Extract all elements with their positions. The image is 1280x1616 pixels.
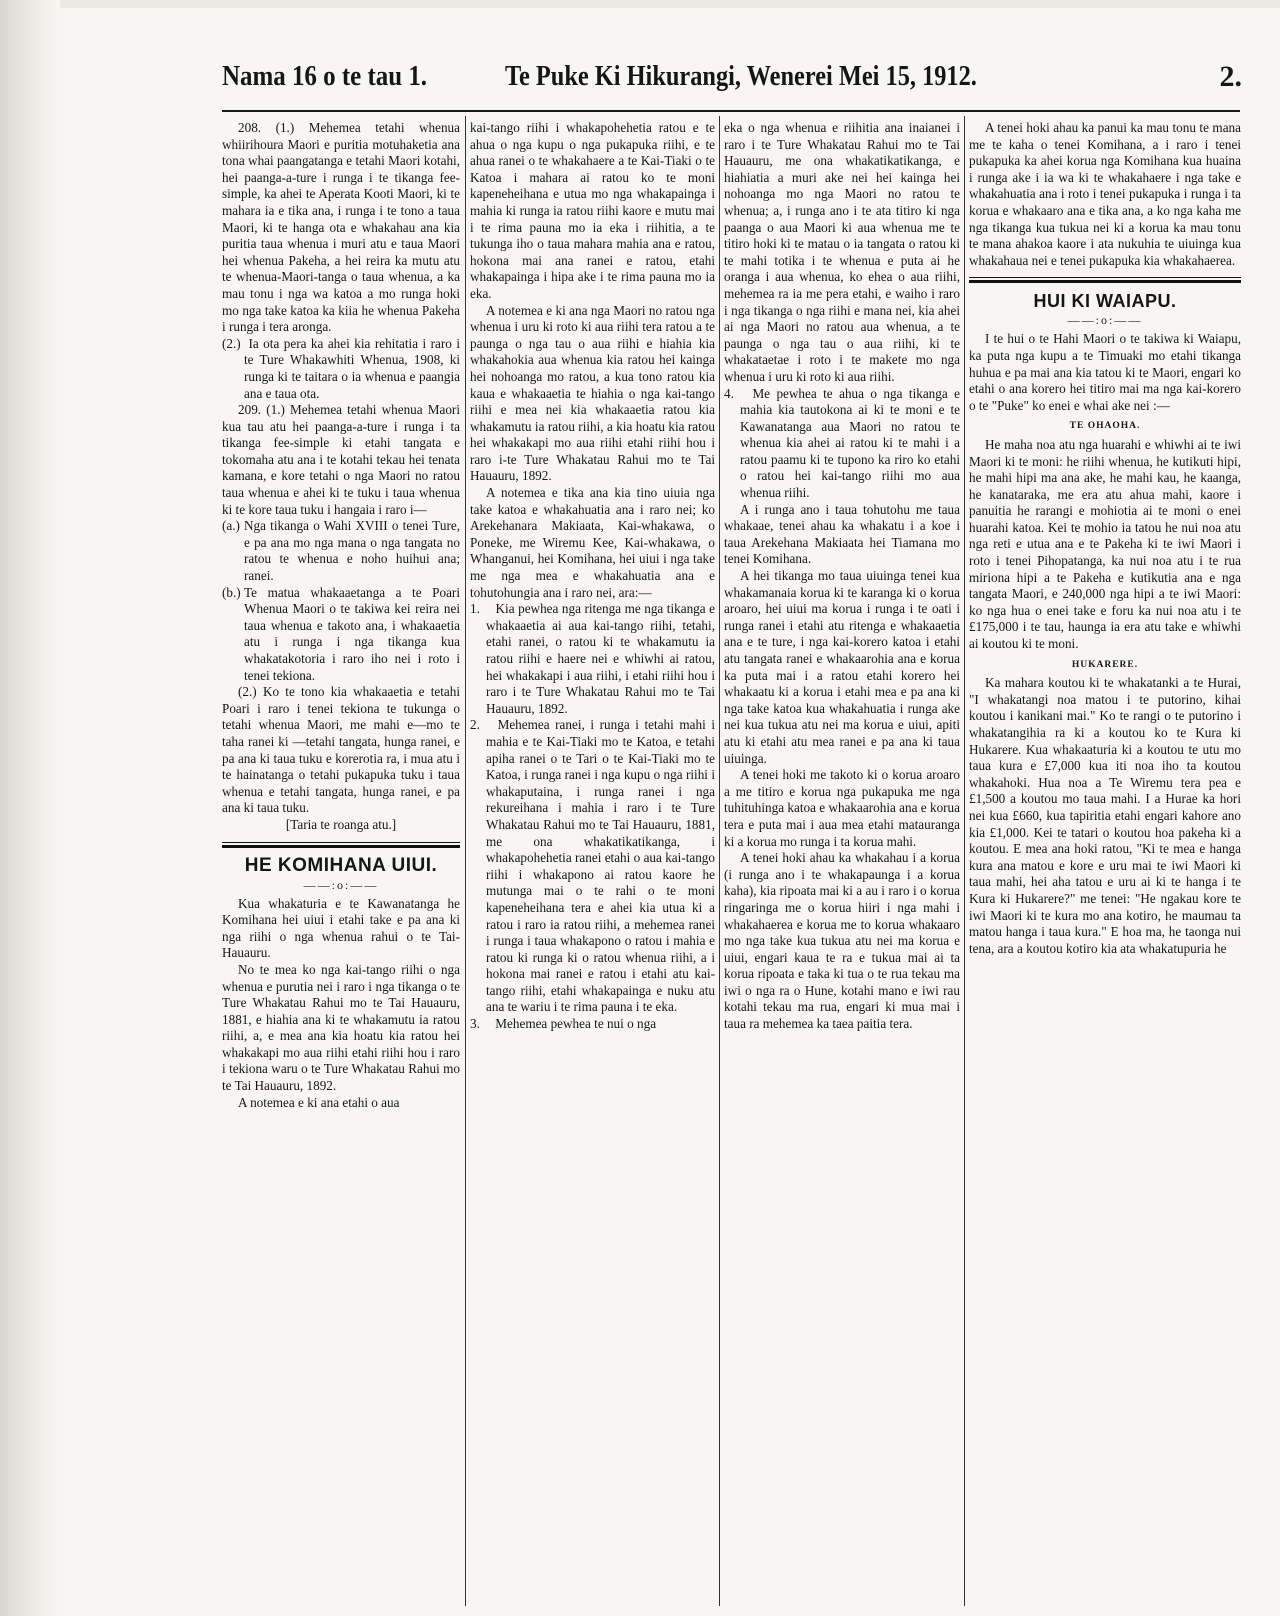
heading-ornament: ——:o:—— — [303, 877, 379, 892]
article-heading-waiapu: HUI KI WAIAPU. — [1033, 291, 1177, 312]
waiapu-para-3: Ka mahara koutou ki te whakatanki a te Hurai, "I whakatangi noa matou i te putorino, kihai koutou i kanikani mai." Ko te rangi o te putorino i whakatangihia ra ki a koutou ko te Kura ki Hukarere. Kua whakaaturia ki a koutou te utu mo taua kura e £7,000 kua iti noa iho ta koutou whakahoki. Hua noa a Te Wiremu tera pea e £1,500 a koutou mo taua mahi. I a Hurae ka hori nei kua £660, kua tapiritia etahi engari kahore ano kia £1,000. Kei te tatari o koutou hoa pakeha ki a koutou. E mea ana hoki ratou, "Ki te mea e hanga kura ana matou e kore e uru mai te iwi Maori ki taua mahi, hei aha tatou e uru ai ki te hanga i te Kura ki Hukarere?" me tenei: "He ngakau kore te iwi Maori ki te kura mo ana kotiro, he maumau ta matou hanga i taua kura." E hoa ma, he taonga nui tena, ara a koutou kotiro kia ata whakatupuria he — [969, 675, 1241, 956]
clause-a-text: Nga tikanga o Wahi XVIII o tenei Ture, e pa ana mo nga mana o nga tangata no ratou te whenua e noho huihui ana; ranei. — [244, 518, 460, 584]
item-3 — [470, 1016, 715, 1033]
section-209-1: 209. (1.) Mehemea tetahi whenua Maori kua tau atu hei paanga-a-ture i runga i ta tikanga fee-simple ki etahi tangata e tokomaha atu ana i te kotahi tekau hei tenata kamana, e kore tetahi o nga Maori no ratou taua whenua e ahei ki te tuku i taua whenua ki te kore taua tuku i hangaia i raro i— — [222, 402, 460, 517]
continued-note: [Taria te roanga atu.] — [285, 816, 397, 832]
waiapu-para-1: I te hui o te Hahi Maori o te takiwa ki Waiapu, ka puta nga kupu a te Timuaki mo etahi tikanga huhua e pa mai ana kia tatou ki te Maori, engari ko etahi o ana korero hei titiro mai ma nga kai-korero o te "Puke" ko enei e whai ake nei :— — [969, 331, 1241, 413]
article-divider — [222, 842, 460, 848]
column-2 — [470, 120, 715, 1610]
col2-para-3: A notemea e tika ana kia tino uiuia nga take katoa e whakahuatia ana i raro nei; ko Arekehanara Makiaata, Kai-whakawa, o Poneke, me Wiremu Kee, Kai-whakawa, o Whanganui, hei Komihana, hei uiui i nga take me nga mea e whakahuatia ana e tohutohungia ana i raro nei, ara:— — [470, 485, 715, 600]
column-rule-2 — [719, 116, 720, 1606]
item-1-text: Kia pewhea nga ritenga me nga tikanga e whakaaetia ai aua kai-tango riihi, tetahi, etahi ranei, o ratou ki te whakamutu ia ratou riihi e haere nei e whiwhi ai ratou, hei whakakapi i aua riihi, i etahi riihi hou i raro i te Ture Whakatau Rahui mo te Tai Hauauru, 1892. — [486, 601, 715, 716]
col4-para-1: A tenei hoki ahau ka panui ka mau tonu te mana me te kaha o tenei Komihana, a i raro i tenei pukapuka ka ahei korua nga Komihana kua huaina i runga ake i ia wa ki te whakahaere i nga take e whakahuatia ana i roto i tenei pukapuka i runga i ta korua e whakaaro ana e tika ana, a ko nga kaha me nga tikanga kua tukua nei ki a korua ka mau tonu te mana ahakoa kaore i ata nukuhia te uiuinga kua whakahaua nei e tenei pukapuka kia whakahaerea. — [969, 120, 1241, 268]
column-3 — [724, 120, 960, 1610]
item-1-label: 1. — [470, 601, 480, 617]
col3-para-2: A i runga ano i taua tohutohu me taua whakaae, tenei ahau ka whakatu i a koe i taua Arekehana Makiaata hei Tiamana mo tenei Komihana. — [724, 501, 960, 567]
item-4 — [724, 386, 960, 502]
newspaper-title-date: Te Puke Ki Hikurangi, Wenerei Mei 15, 1912. — [505, 60, 977, 92]
subheading-ohaoha: TE OHAOHA. — [1069, 421, 1141, 432]
section-208-2-text: Ia ota pera ka ahei kia rehitatia i raro i te Ture Whakawhiti Whenua, 1908, ki runga ki te taitara o ia whenua e paangia ana e taua ota. — [244, 335, 460, 401]
page-number: 2. — [1219, 60, 1242, 93]
clause-a-label: (a.) — [222, 518, 240, 534]
clause-b — [222, 585, 460, 685]
item-1 — [470, 601, 715, 717]
col2-para-1: kai-tango riihi i whakapohehetia ratou e te ahua o nga kupu o nga pukapuka riihi, e te ahua ranei o te whakahaere a te Kai-Tiaki o te Katoa i mahara ai ratou ko te moni kapeneheihana e utua mo nga whakapainga i mahia ki runga ia ratou riihi kaore e mutu mai i te rima pauna mo ia eka i riihitia, a te tukunga iho o taua mahara mahia ana e ratou, hokona mai ana ranei e ratou, etahi whakapainga i hipa ake i te rima pauna mo ia eka. — [470, 120, 715, 301]
item-2 — [470, 717, 715, 1016]
page-top-edge — [0, 0, 1280, 8]
issue-number: Nama 16 o te tau 1. — [222, 60, 428, 92]
column-rule-1 — [465, 116, 466, 1606]
section-208-2 — [222, 336, 460, 402]
waiapu-para-2: He maha noa atu nga huarahi e whiwhi ai te iwi Maori ki te moni: he riihi whenua, he kutikuti hipi, he mahi hipi ma ana ake, he mahi kau, he kaanga, he kanataraka, me era atu ahua mahi, kaore i panuitia he rarangi e mohiotia ai te moni o enei huarahi katoa. Kei te mohio ia tatou he nui noa atu nga reti e utua ana e te Pakeha ki te iwi Maori i roto i tenei Pihopatanga, ka nui noa atu i te rua miriona hipi a te Pakeha e kutikutia ana e nga tangata Maori, e 240,000 nga hipi a te iwi Maori: ko nga hua o enei take e foru ka nui noa atu i te £175,000 i te tau, haunga ia era atu take e whiwhi ai koutou ki te moni. — [969, 436, 1241, 652]
item-4-text: Me pewhea te ahua o nga tikanga e mahia kia tautokona ai ki te moni e te Kawanatanga aua Maori no ratou te whenua kia ahei ai ratou ki te mahi i a ratou paamu ki te tupono ka riro ko etahi o ratou hei kai-tango riihi mo aua whenua riihi. — [740, 385, 960, 501]
col3-para-4: A tenei hoki me takoto ki o korua aroaro a me titiro e korua nga pukapuka me nga tuhituhinga katoa e whakaarohia ana e korua tera e puta mai i aua mea etahi matauranga ki a korua mo runga i ta korua mahi. — [724, 767, 960, 849]
subheading-hukarere: HUKARERE. — [1071, 659, 1139, 670]
item-3-label: 3. — [470, 1016, 480, 1032]
masthead-rule — [222, 110, 1240, 112]
article-divider-2 — [969, 277, 1241, 283]
item-2-text: Mehemea ranei, i runga i tetahi mahi i mahia e te Kai-Tiaki mo te Katoa, e tetahi apiha ranei o te Tari o te Kai-Tiaki mo te Katoa, i runga ranei i nga kupu o nga riihi i whakaputaina, i runga ranei i nga rekureihana i mahia i raro i te Ture Whakatau Rahui mo te Tai Hauauru, 1881, me ona whakatikatikanga, i whakapohehetia ranei etahi o aua kai-tango riihi i whakapono ai ratou kaore he mutunga mai o te rahi o te moni kapeneheihana tera e ahei kia utua ki a ratou i raro ia ratou riihi, a mehemea ranei i runga i taua whakapono o ratou i mahia e ratou ki runga ki o ratou whenua riihi, a i hokona mai ranei e ratou i etahi atu kai-tango riihi, etahi whakapainga e nuku atu ana te wariu i te rima pauna i te eka. — [486, 717, 715, 1015]
masthead — [222, 60, 1242, 114]
column-4 — [969, 120, 1241, 1610]
clause-b-text: Te matua whakaaetanga a te Poari Whenua Maori o te takiwa kei reira nei taua whenua e takoto ana, i whakaaetia atu i runga i nga tikanga kua whakatakotoria i raro iho nei i roto i tenei tekiona. — [244, 584, 460, 683]
item-4-label: 4. — [724, 385, 734, 401]
col3-para-1: eka o nga whenua e riihitia ana inaianei i raro i te Ture Whakatau Rahui mo te Tai Hauauru, me ona whakatikatikanga, e hiahiatia a muri ake nei hei kainga hei nohoanga mo nga Maori no ratou te whenua; a, i runga ano i te ata titiro ki nga paanga o aua Maori ki aua whenua me te titiro hoki ki te matau o ia tangata o ratou ki te mahi totika i te whenua e puta ai he oranga i aua whenua, ko ehea o aua riihi, mehemea ra ia me pera etahi, e waiho i raro i nga tikanga o nga riihi e mana nei, kia ahei ai nga Maori no ratou aua whenua, a te paunga o nga tau o aua riihi, ki te whakataetae i roto i te makete mo nga whenua i uru ki roto ki aua riihi. — [724, 120, 960, 384]
column-1 — [222, 120, 460, 1610]
page-left-margin — [0, 0, 60, 1616]
col3-para-5: A tenei hoki ahau ka whakahau i a korua (i runga ano i te whakapaunga i a korua kaha), kia ripoata mai ki a au i raro i o korua ringaringa me o korua hiiri i nga mahi i whakahaerea e korua me to korua whakaaro mo nga take kua tukua atu nei ma korua e uiui, engari kaua te ra e tukua mai ai ta korua ripoata e taka ki tua o te rua tekau ma iwi o nga ra o Hune, kotahi mano e iwi rau kotahi tekau ma rua, engari ki mua mai i taua ra mehemea ka taea paitia tera. — [724, 850, 960, 1032]
clause-a — [222, 518, 460, 584]
section-209-2-text: Ko te tono kia whakaaetia e tetahi Poari i raro i tenei tekiona te tukunga o tetahi whenua Maori, me mahi e—mo te taha ranei ki —tetahi tangata, hunga ranei, e pa ana ki taua tuku e korerotia ra, i mua atu i te hainatanga o tetahi pukapuka tuku i taua whenua e tetahi tangata, hunga ranei, e pa ana ki taua tuku. — [222, 684, 460, 816]
article-heading-komihana: HE KOMIHANA UIUI. — [244, 854, 438, 876]
column-rule-3 — [964, 116, 965, 1606]
section-208-1: 208. (1.) Mehemea tetahi whenua whiirihoura Maori e puritia motuhaketia ana tona whai paangatanga e tetahi Maori kotahi, hei paanga-a-ture i runga i te tikanga fee-simple, ka ahei te Aperata Kooti Maori, ki te mahara ia e tika ana, i runga i te tono a taua Maori, ki te hanga ota e whakahau ana kia puritia taua whenua i muri atu e taua Maori hei whenua Pakeha, a hei reira ka mutu atu te whenua-Maori-tanga o taua whenua, a ka mau tonu i nga wa katoa a mo runga hoki mo nga take katoa ka kiia he whenua Pakeha i runga i tera aronga. — [222, 120, 460, 335]
item-3-text: Mehemea pewhea te nui o nga — [495, 1016, 657, 1032]
komihana-para-3: A notemea e ki ana etahi o aua — [238, 1094, 400, 1110]
section-209-2 — [222, 684, 460, 817]
col2-para-2: A notemea e ki ana nga Maori no ratou nga whenua i uru ki roto ki aua riihi tera ratou a te paunga o nga tau o aua riihi e hiahia kia whakahokia aua whenua kia ratou hei kainga hei nohoanga mo ratou, a kua tono ratou kia kaua e whakaaetia te hiahia o nga kai-tango riihi e mea nei kia whakaaetia ratou kia whakamutu ia ratou riihi, a kia hoatu kia ratou hei whakakapi mo aua riihi etahi riihi hou i raro i-te Ture Whakatau Rahui mo te Tai Hauauru, 1892. — [470, 302, 715, 484]
col3-para-3: A hei tikanga mo taua uiuinga tenei kua whakamanaia korua ki te karanga ki o korua aroaro, hei uiui ma korua i runga i te oati i runga ranei i etahi atu ritenga e whakaaetia ana e te ture, i nga kai-korero katoa i etahi atu tangata ranei e whakaarohia ana e korua ka puta mai i a ratou etahi korero hei whakaatu ki a korua i etahi mea e pa ana ki nga take katoa kua whakahuatia i runga ake nei kua tukua atu nei ma korua e uiui, apiti atu ki etahi atu mea ranei e pa ana ki taua uiuinga. — [724, 568, 960, 766]
section-208-2-label: (2.) — [222, 335, 241, 351]
komihana-para-2: No te mea ko nga kai-tango riihi o nga whenua e purutia nei i raro i nga tikanga o te Ture Whakatau Rahui mo te Tai Hauauru, 1881, e hiahia ana ki te whakamutu ia ratou riihi, a, e mea ana kia hoatu kia ratou hei whakakapi mo aua riihi etahi riihi hou i raro i tekiona waru o te Ture Whakatau Rahui mo te Tai Hauauru, 1892. — [222, 961, 460, 1094]
heading-ornament-2: ——:o:—— — [1067, 313, 1143, 328]
section-209-2-label: (2.) — [238, 684, 257, 700]
clause-b-label: (b.) — [222, 584, 241, 600]
komihana-para-1: Kua whakaturia e te Kawanatanga he Komihana hei uiui i etahi take e pa ana ki nga riihi o nga whenua rahui o te Tai-Hauauru. — [222, 895, 460, 961]
item-2-label: 2. — [470, 717, 480, 733]
